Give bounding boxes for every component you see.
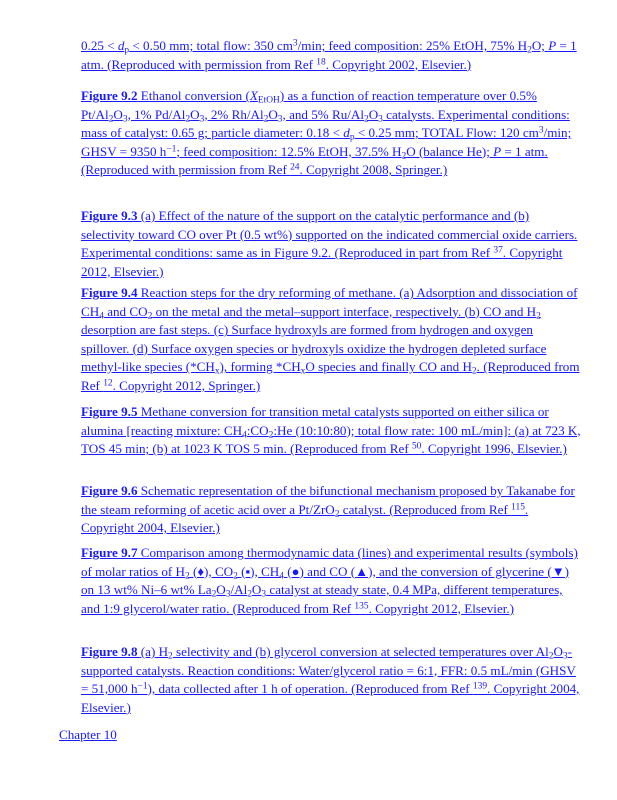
figure-label: Figure 9.8 [81,644,138,659]
chapter-10-link[interactable]: Chapter 10 [59,727,117,742]
caption-figure-9-3[interactable]: Figure 9.3 (a) Effect of the nature of the support on the catalytic performance and (b) selectivity toward CO over Pt (0.5 wt%) supported on the indicated commercial oxide carriers. Experimental conditions: same as in Figure 9.2. (Reproduced in part from Ref $^{37}$. Copyright 2012, Elsevier.) [81,208,578,279]
caption-figure-9-7[interactable]: Figure 9.7 Comparison among thermodynamic data (lines) and experimental results (symbols) of molar ratios of $H_2$ (♦), $CO_2$ (▪), $CH_4$ (●) and CO (▲), and the conversion of glycerine (▼) on 13 wt% Ni–6 wt% $La_2O_3/Al_2O_3$ catalyst at steady state, 0.4 MPa, different temperatures, and 1:9 glycerol/water ratio. (Reproduced from Ref $^{135}$. Copyright 2012, Elsevier.) [81,545,578,616]
figure-label: Figure 9.6 [81,483,138,498]
figure-label: Figure 9.5 [81,404,138,419]
caption-figure-9-4[interactable]: Figure 9.4 Reaction steps for the dry reforming of methane. (a) Adsorption and dissociation of $CH_4$ and $CO_2$ on the metal and the metal–support interface, respectively. (b) CO and $H_2$ desorption are fast steps. (c) Surface hydroxyls are formed from hydrogen and oxygen spillover. (d) Surface oxygen species or hydroxyls oxidize the hydrogen depleted surface methyl-like species $(*CH_x)$, forming $*CH_xO$ species and finally CO and $H_2$. (Reproduced from Ref $^{12}$. Copyright 2012, Springer.) [81,285,580,393]
figure-label: Figure 9.7 [81,545,138,560]
figure-label: Figure 9.2 [81,88,138,103]
figure-label: Figure 9.3 [81,208,138,223]
figure-label: Figure 9.4 [81,285,138,300]
caption-continuation[interactable]: $0.25 < d_p < 0.50$ mm; total flow: 350 $cm^3/\min$; feed composition: 25% EtOH, 75% $H_2O$; P = 1 atm. (Reproduced with permission from Ref $^{18}$. Copyright 2002, Elsevier.) [81,38,577,72]
caption-figure-9-5[interactable]: Figure 9.5 Methane conversion for transition metal catalysts supported on either silica or alumina [reacting mixture: $CH_4:CO_2:He$ (10:10:80); total flow rate: 100 mL/min]: (a) at 723 K, TOS 45 min; (b) at 1023 K TOS 5 min. (Reproduced from Ref $^{50}$. Copyright 1996, Elsevier.) [81,404,581,457]
caption-figure-9-2[interactable]: Figure 9.2 Ethanol conversion $(X_{EtOH})$ as a function of reaction temperature over 0.5% $Pt/Al_2O_3$, 1% $Pd/Al_2O_3$, 2% $Rh/Al_2O_3$, and 5% $Ru/Al_2O_3$ catalysts. Experimental conditions: mass of catalyst: 0.65 g; particle diameter: $0.18 < d_p < 0.25$ mm; TOTAL Flow: 120 $cm^3/\min$; GHSV = 9350 $h^{-1}$; feed composition: 12.5% EtOH, 37.5% $H_2O$ (balance He); P = 1 atm. (Reproduced with permission from Ref $^{24}$. Copyright 2008, Springer.) [81,88,572,178]
caption-figure-9-6[interactable]: Figure 9.6 Schematic representation of the bifunctional mechanism proposed by Takanabe for the steam reforming of acetic acid over a Pt/ZrO$_2$ catalyst. (Reproduced from Ref $^{115}$. Copyright 2004, Elsevier.) [81,483,575,536]
caption-figure-9-8[interactable]: Figure 9.8 (a) $H_2$ selectivity and (b) glycerol conversion at selected temperatures over $Al_2O_3$-supported catalysts. Reaction conditions: Water/glycerol ratio = 6:1, FFR: 0.5 mL/min (GHSV = 51,000 $h^{-1}$), data collected after 1 h of operation. (Reproduced from Ref $^{139}$. Copyright 2004, Elsevier.) [81,644,580,715]
